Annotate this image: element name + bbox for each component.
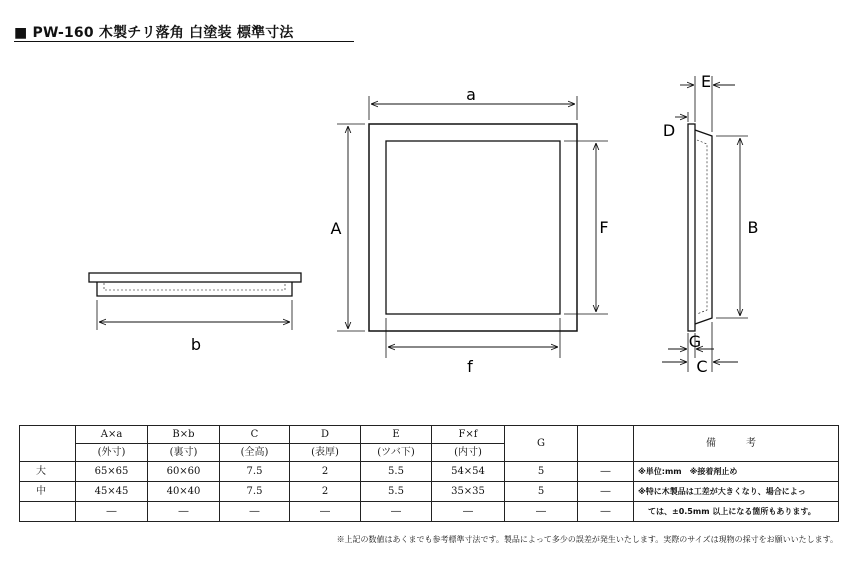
table-cell: 2 — [290, 462, 361, 482]
table-header-cell: B×b — [148, 426, 220, 444]
table-note: ※特に木製品は工差が大きくなり、場合によっ — [634, 482, 839, 502]
table-cell: ― — [578, 462, 634, 482]
table-row — [20, 462, 839, 482]
table-note: ては、±0.5mm 以上になる箇所もあります。 — [634, 502, 839, 522]
row-size-label — [20, 502, 76, 522]
table-header-subcell: (内寸) — [432, 444, 505, 462]
dimension-G-label: G — [688, 332, 702, 351]
table-cell: 5.5 — [361, 482, 432, 502]
front-view-inner-opening — [386, 141, 560, 314]
table-header-subcell: (表厚) — [290, 444, 361, 462]
table-cell: 65×65 — [76, 462, 148, 482]
dimension-f-label: f — [467, 357, 473, 376]
table-row — [20, 482, 839, 502]
table-cell: 60×60 — [148, 462, 220, 482]
page-title: ■ PW-160 木製チリ落角 白塗装 標準寸法 — [14, 25, 294, 41]
side-view — [89, 273, 301, 330]
dimension-E-label: E — [700, 72, 712, 91]
table-cell: ― — [578, 502, 634, 522]
table-cell: 7.5 — [220, 462, 290, 482]
table-header-corner — [20, 426, 76, 462]
spec-table — [19, 425, 839, 522]
table-cell: 54×54 — [432, 462, 505, 482]
table-cell: 35×35 — [432, 482, 505, 502]
table-header-blank — [578, 426, 634, 462]
dimension-b-label: b — [190, 335, 202, 354]
dimension-B-label: B — [747, 218, 759, 237]
table-header-cell: C — [220, 426, 290, 444]
table-cell: 5.5 — [361, 462, 432, 482]
table-cell: ― — [505, 502, 578, 522]
dimension-a-label: a — [466, 85, 476, 104]
dimension-D-label: D — [662, 121, 676, 140]
table-cell: ― — [361, 502, 432, 522]
table-cell: ― — [148, 502, 220, 522]
footnote: ※上記の数値はあくまでも参考標準寸法です。製品によって多少の誤差が発生いたします。実際のサイズは現物の採寸をお願いいたします。 — [336, 535, 838, 544]
table-cell: ― — [578, 482, 634, 502]
table-header-cell: G — [505, 426, 578, 462]
table-header-subcell: (全高) — [220, 444, 290, 462]
table-cell: 5 — [505, 462, 578, 482]
dimension-A-label: A — [330, 219, 342, 238]
section-view-hidden-line — [697, 140, 707, 314]
row-size-label: 大 — [20, 462, 76, 482]
table-header-cell: F×f — [432, 426, 505, 444]
front-view-outer-frame — [369, 124, 577, 331]
table-cell: ― — [290, 502, 361, 522]
dimension-C-label: C — [696, 357, 708, 376]
dimension-F-label: F — [599, 218, 609, 237]
table-cell: ― — [76, 502, 148, 522]
table-header-cell: D — [290, 426, 361, 444]
table-header-subcell: (裏寸) — [148, 444, 220, 462]
section-view-plate — [688, 124, 695, 331]
table-header-cell: A×a — [76, 426, 148, 444]
table-cell: 2 — [290, 482, 361, 502]
table-cell: 45×45 — [76, 482, 148, 502]
side-view-flange — [89, 273, 301, 282]
table-note: ※単位:mm ※接着剤止め — [634, 462, 839, 482]
table-header-row-1 — [20, 426, 839, 444]
table-cell: 5 — [505, 482, 578, 502]
row-size-label: 中 — [20, 482, 76, 502]
section-view-body — [695, 130, 712, 324]
table-header-subcell: (ツバ下) — [361, 444, 432, 462]
table-row — [20, 502, 839, 522]
table-header-cell: E — [361, 426, 432, 444]
side-view-hidden-line — [104, 283, 285, 290]
table-cell: 7.5 — [220, 482, 290, 502]
table-cell: ― — [432, 502, 505, 522]
table-cell: 40×40 — [148, 482, 220, 502]
table-cell: ― — [220, 502, 290, 522]
side-view-body — [97, 282, 292, 296]
table-header-subcell: (外寸) — [76, 444, 148, 462]
front-view — [337, 96, 608, 358]
table-header-notes: 備 考 — [634, 426, 839, 462]
